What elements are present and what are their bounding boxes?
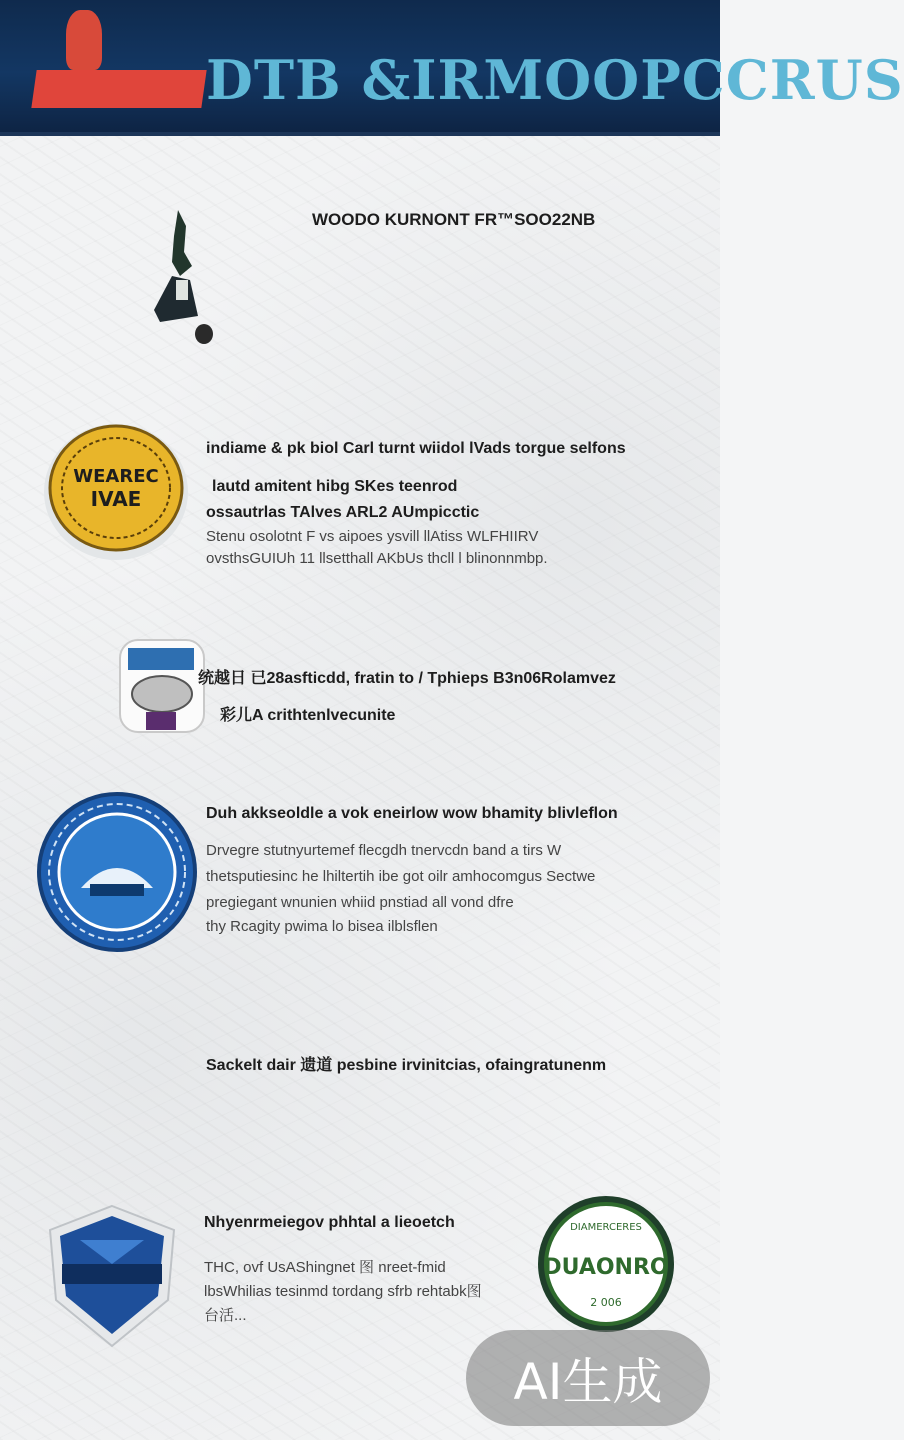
section-6-line: lbsWhilias tesinmd tordang sfrb rehtabk图 <box>204 1283 482 1300</box>
header-banner <box>0 0 904 132</box>
section-2-line: ovsthsGUIUh 11 llsetthall AKbUs thcll l blinonnmbp. <box>206 550 548 567</box>
ai-generated-watermark: AI生成 <box>466 1330 710 1426</box>
section-2-line: ossautrlas TAlves ARL2 AUmpicctic <box>206 504 480 521</box>
section-1-heading: WOODO KURNONT FR™SOO22NB <box>312 210 596 229</box>
section-3-line: 彩儿A crithtenlvecunite <box>220 707 396 724</box>
tech-badge-icon <box>116 636 208 736</box>
green-badge-icon <box>536 1194 676 1334</box>
section-3-heading: 统越日 已28asfticdd, fratin to / Tphieps B3n06Rolamvez <box>198 670 616 687</box>
seal-left-text: WEAREC <box>73 466 159 487</box>
badge-ring-text: DIAMERCERES <box>570 1222 642 1233</box>
shield-emblem-icon <box>40 1200 184 1350</box>
section-4-line: pregiegant wnunien whiid pnstiad all vond dfre <box>206 894 514 911</box>
header-divider <box>0 132 720 136</box>
section-2-line: Stenu osolotnt F vs aipoes ysvill llAtiss WLFHIIRV <box>206 528 539 545</box>
section-4-line: thetsputiesinc he lhiltertih ibe got oilr amhocomgus Sectwe <box>206 868 596 885</box>
section-4-line: thy Rcagity pwima lo bisea ilblsflen <box>206 918 438 935</box>
section-6-line: 台活... <box>204 1307 247 1324</box>
figure-illustration-icon <box>150 206 220 350</box>
section-6-heading: Nhyenrmeiegov phhtal a lieoetch <box>204 1214 455 1231</box>
svg-text:IVAE: IVAE <box>90 487 142 511</box>
section-5-heading: Sackelt dair 遗道 pesbine irvinitcias, ofaingratunenm <box>206 1057 607 1074</box>
page-title: DTB &IRMOOPCCRUS <box>206 48 904 112</box>
svg-text:2 006: 2 006 <box>590 1296 622 1309</box>
header-red-accent <box>31 70 206 108</box>
badge-right-text: DUAONRO <box>543 1255 669 1280</box>
gold-seal-icon <box>42 420 190 562</box>
section-6-line: THC, ovf UsAShingnet 图 nreet-fmid <box>204 1259 446 1276</box>
section-2-line: lautd amitent hibg SKes teenrod <box>212 478 458 495</box>
section-2-heading: indiame & pk biol Carl turnt wiidol lVads torgue selfons <box>206 440 626 457</box>
header-figure-icon <box>66 10 102 70</box>
blue-seal-icon <box>36 792 198 952</box>
section-4-heading: Duh akkseoldle a vok eneirlow wow bhamity blivleflon <box>206 805 618 822</box>
section-4-line: Drvegre stutnyurtemef flecgdh tnervcdn band a tirs W <box>206 842 562 859</box>
